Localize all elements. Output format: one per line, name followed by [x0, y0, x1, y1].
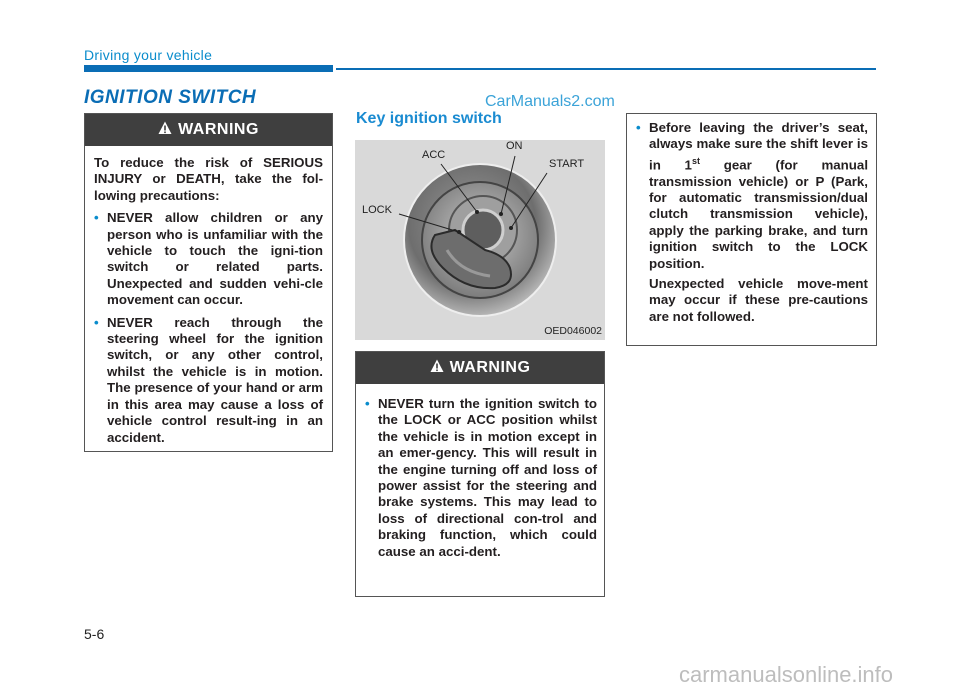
list-item-text: NEVER reach through the steering wheel for the ignition switch, or any other control, whilst the vehicle is in motion. The presence of your hand or arm in this area may cause a loss of vehicle control result-ing in an accident. — [107, 314, 323, 445]
warning-header — [356, 352, 604, 384]
warning-box-2 — [355, 351, 605, 597]
list-item-text: NEVER allow children or any person who is unfamiliar with the vehicle to touch the igni-tion switch or related parts. Unexpected and sudden vehi-cle movement can occur. — [107, 210, 323, 308]
list-item-text: Before leaving the driver’s seat, always make sure the shift lever is in 1 — [649, 120, 868, 173]
warning-triangle-icon — [430, 359, 444, 373]
bullet-icon: • — [636, 120, 641, 135]
warning-intro: To reduce the risk of SERIOUS INJURY or DEATH, take the fol-lowing precautions: — [94, 155, 323, 203]
warning-triangle-icon — [158, 121, 172, 135]
bullet-icon: • — [94, 210, 99, 226]
figure-label-start: START — [549, 158, 585, 170]
header-rule-thick — [84, 65, 333, 72]
warning-label: WARNING — [178, 121, 259, 138]
figure-code: OED046002 — [544, 325, 602, 337]
superscript: st — [691, 155, 700, 166]
list-item — [94, 315, 323, 446]
warning-label: WARNING — [449, 359, 531, 376]
bullet-icon: • — [94, 314, 99, 330]
figure-label-on: ON — [506, 140, 523, 152]
bullet-icon: • — [365, 396, 370, 411]
watermark-top[interactable]: CarManuals2.com — [485, 93, 615, 110]
list-item — [636, 120, 868, 272]
figure-label-acc: ACC — [422, 149, 446, 161]
page-title: IGNITION SWITCH — [84, 87, 257, 108]
list-item-text: NEVER turn the ignition switch to the LOCK or ACC position whilst the vehicle is in motion except in an emer-gency. This will result in the engine turning off and loss of power assist for the steering and brake systems. This may lead to loss of directional con-trol and braking function, which could cause an acci-dent. — [378, 396, 597, 559]
warning-box-1 — [84, 113, 333, 452]
watermark-bottom[interactable]: carmanualsonline.info — [679, 662, 894, 687]
section-header: Driving your vehicle — [84, 47, 213, 63]
warning-header — [85, 114, 332, 146]
list-item-text-continued: gear (for manual transmission vehicle) or P (Park, for automatic transmission/dual clutch transmission vehicle), apply the parking brake, and turn ignition switch to the LOCK position. — [649, 157, 869, 271]
caution-paragraph: Unexpected vehicle move-ment may occur if these pre-cautions are not followed. — [649, 276, 868, 324]
subheading: Key ignition switch — [356, 110, 502, 127]
ignition-switch-illustration — [355, 140, 605, 340]
ignition-switch-figure — [355, 140, 605, 340]
figure-label-lock: LOCK — [362, 204, 392, 216]
warning-box-3 — [626, 113, 877, 346]
page-number: 5-6 — [84, 626, 105, 642]
list-item — [94, 210, 323, 308]
header-rule-thin — [336, 68, 876, 70]
list-item — [365, 396, 597, 560]
